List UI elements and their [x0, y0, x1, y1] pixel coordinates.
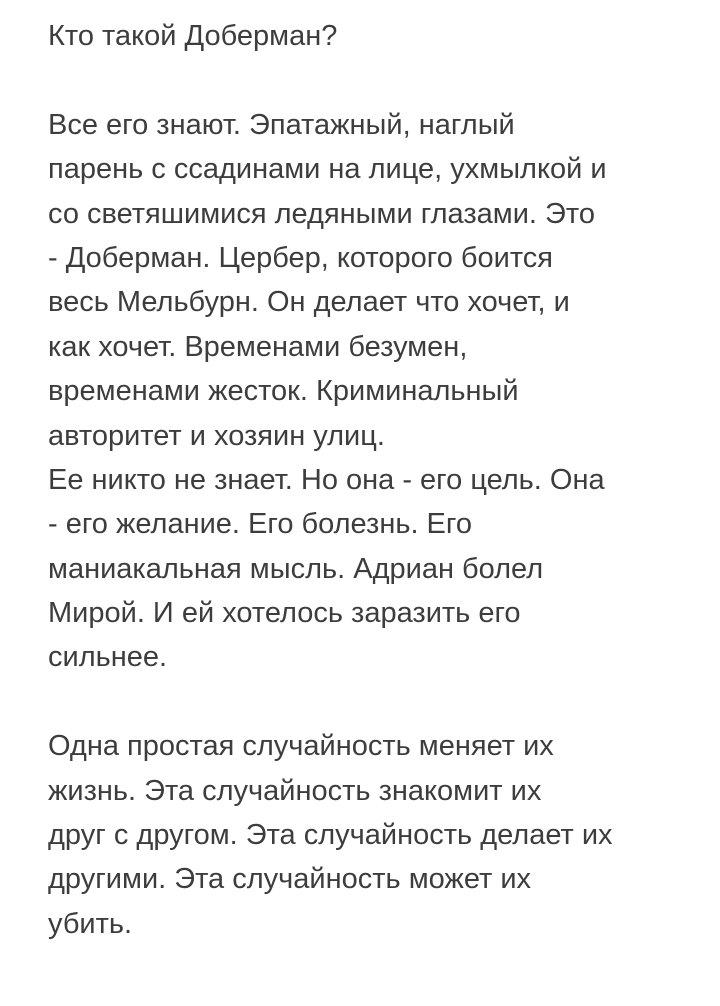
text-line: со светяшимися ледяными глазами. Это	[48, 197, 595, 230]
text-line: как хочет. Временами безумен,	[48, 330, 468, 363]
paragraph-1	[48, 103, 708, 458]
text-line: сильнее.	[48, 641, 168, 674]
blank-line	[48, 58, 708, 102]
blank-line	[48, 680, 708, 724]
text-line: другими. Эта случайность может их	[48, 863, 532, 896]
text-line: Мирой. И ей хотелось заразить его	[48, 597, 521, 630]
text-line: Ее никто не знает. Но она - его цель. Она	[48, 463, 605, 496]
text-line: - его желание. Его болезнь. Его	[48, 508, 472, 541]
paragraph-2	[48, 458, 708, 680]
text-line: убить.	[48, 907, 133, 940]
text-line: парень с ссадинами на лице, ухмылкой и	[48, 153, 607, 186]
text-line: Одна простая случайность меняет их	[48, 730, 554, 763]
text-line: - Доберман. Цербер, которого боится	[48, 241, 553, 274]
text-line: маниакальная мысль. Адриан болел	[48, 552, 544, 585]
text-line: жизнь. Эта случайность знакомит их	[48, 774, 542, 807]
text-line: друг с другом. Эта случайность делает их	[48, 819, 613, 852]
document-body	[48, 14, 708, 946]
text-line: временами жесток. Криминальный	[48, 375, 519, 408]
paragraph-3	[48, 724, 708, 946]
text-line: авторитет и хозяин улиц.	[48, 419, 385, 452]
text-line: Все его знают. Эпатажный, наглый	[48, 108, 515, 141]
document-title: Кто такой Доберман?	[48, 20, 338, 52]
text-line: весь Мельбурн. Он делает что хочет, и	[48, 286, 570, 319]
